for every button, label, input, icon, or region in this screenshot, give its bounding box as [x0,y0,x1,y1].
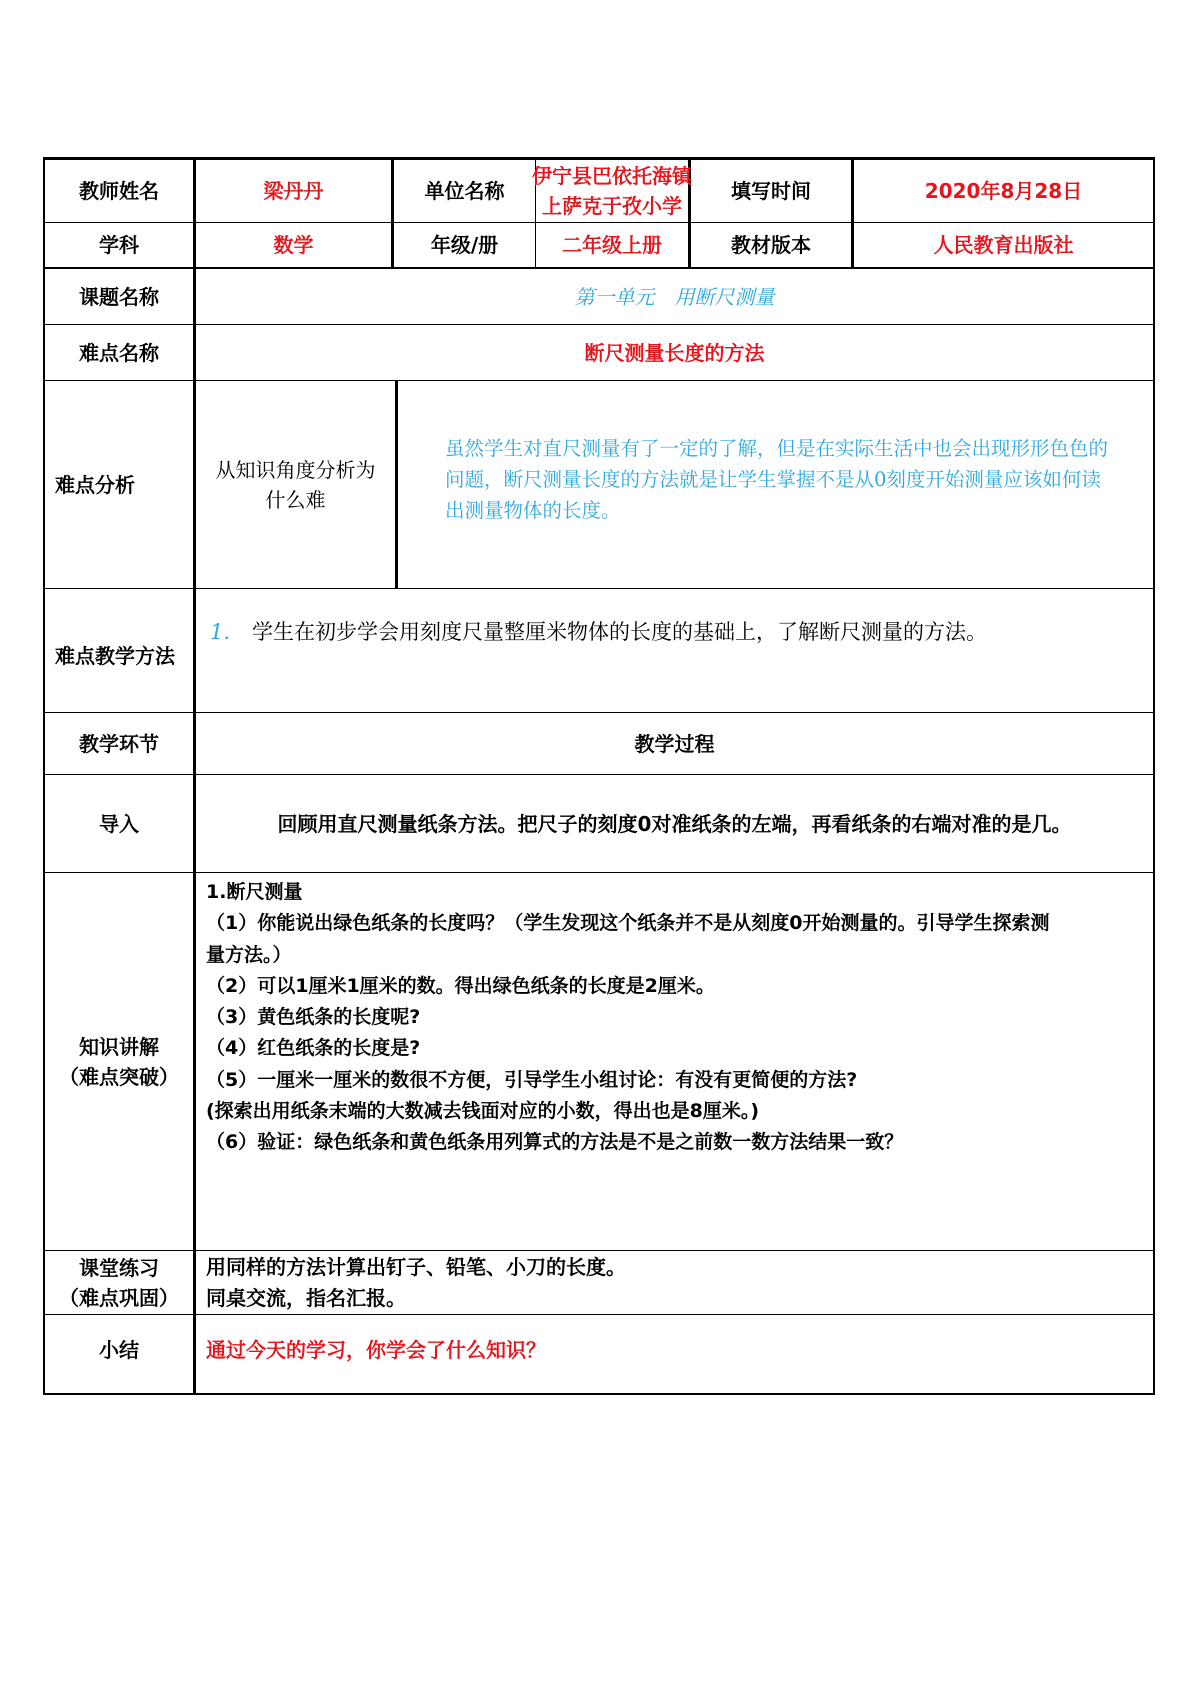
unit-value-line1: 伊宁县巴依托海镇 [532,164,692,188]
intro-text: 回顾用直尺测量纸条方法。把尺子的刻度0对准纸条的左端，再看纸条的右端对准的是几。 [277,811,1072,836]
practice-line-1: 用同样的方法计算出钉子、铅笔、小刀的长度。 [206,1254,626,1279]
subject-value: 数学 [196,223,394,267]
knowledge-row [43,873,1155,1251]
difficulty-value: 断尺测量长度的方法 [584,340,765,365]
practice-label-line1: 课堂练习 [79,1255,159,1280]
subject-label: 学科 [45,223,196,267]
knowledge-line-5: （3）黄色纸条的长度呢? [206,1006,421,1029]
knowledge-label-line1: 知识讲解 [79,1034,159,1059]
knowledge-line-6: （4）红色纸条的长度是? [206,1037,421,1060]
topic-label: 课题名称 [45,269,196,324]
analysis-line-1: 虽然学生对直尺测量有了一定的了解，但是在实际生活中也会出现形形色色的 [444,437,1108,460]
unit-value [532,160,692,222]
grade-value: 二年级上册 [536,223,691,267]
practice-label-line2: （难点巩固） [59,1285,179,1310]
practice-line-2: 同桌交流，指名汇报。 [206,1285,406,1310]
analysis-line-2: 问题，断尺测量长度的方法就是让学生掌握不是从0刻度开始测量应该如何读 [444,468,1101,491]
unit-label: 单位名称 [394,160,536,222]
date-value: 2020年8月28日 [924,179,1083,203]
process-header-row [43,713,1155,775]
knowledge-line-4: （2）可以1厘米1厘米的数。得出绿色纸条的长度是2厘米。 [206,974,715,997]
knowledge-line-1: 1.断尺测量 [206,881,303,903]
method-content [196,589,1153,712]
lesson-plan-table [43,157,1155,1395]
process-value: 教学过程 [634,731,715,756]
grade-label: 年级/册 [394,223,536,267]
intro-row [43,775,1155,873]
analysis-line-3: 出测量物体的长度。 [444,499,621,522]
header-row-1 [43,157,1155,223]
practice-label [45,1251,196,1314]
knowledge-line-7: （5）一厘米一厘米的数很不方便，引导学生小组讨论：有没有更简便的方法? [206,1068,858,1091]
knowledge-line-8: (探索出用纸条末端的大数减去钱面对应的小数，得出也是8厘米。) [206,1100,760,1123]
analysis-sub-label: 从知识角度分析为什么难 [196,381,398,588]
knowledge-label-line2: （难点突破） [59,1064,179,1089]
teacher-value: 梁丹丹 [196,160,394,222]
process-label: 教学环节 [45,713,196,774]
summary-label: 小结 [45,1315,196,1393]
intro-label: 导入 [45,775,196,872]
topic-row [43,269,1155,325]
edition-value: 人民教育出版社 [933,233,1074,257]
difficulty-label: 难点名称 [45,325,196,380]
analysis-label: 难点分析 [45,381,196,588]
practice-content [196,1251,1153,1314]
method-row [43,589,1155,713]
method-text: 学生在初步学会用刻度尺量整厘米物体的长度的基础上，了解断尺测量的方法。 [252,620,988,644]
difficulty-row [43,325,1155,381]
knowledge-line-2: （1）你能说出绿色纸条的长度吗？（学生发现这个纸条并不是从刻度0开始测量的。引导学生探索测 [206,912,1050,935]
knowledge-line-9: （6）验证：绿色纸条和黄色纸条用列算式的方法是不是之前数一数方法结果一致？ [206,1131,904,1154]
summary-text: 通过今天的学习，你学会了什么知识？ [206,1338,546,1362]
date-label: 填写时间 [691,160,854,222]
header-row-2 [43,223,1155,269]
edition-label: 教材版本 [691,223,854,267]
analysis-row [43,381,1155,589]
topic-value: 第一单元 用断尺测量 [574,284,775,309]
knowledge-label [45,873,196,1250]
teacher-label: 教师姓名 [45,160,196,222]
practice-row [43,1251,1155,1315]
method-label: 难点教学方法 [45,589,196,712]
summary-row [43,1315,1155,1395]
knowledge-content [196,873,1153,1250]
method-number: 1. [210,620,231,644]
knowledge-line-3: 量方法。） [206,943,292,966]
analysis-text [398,381,1153,588]
unit-value-line2: 上萨克于孜小学 [542,194,682,218]
